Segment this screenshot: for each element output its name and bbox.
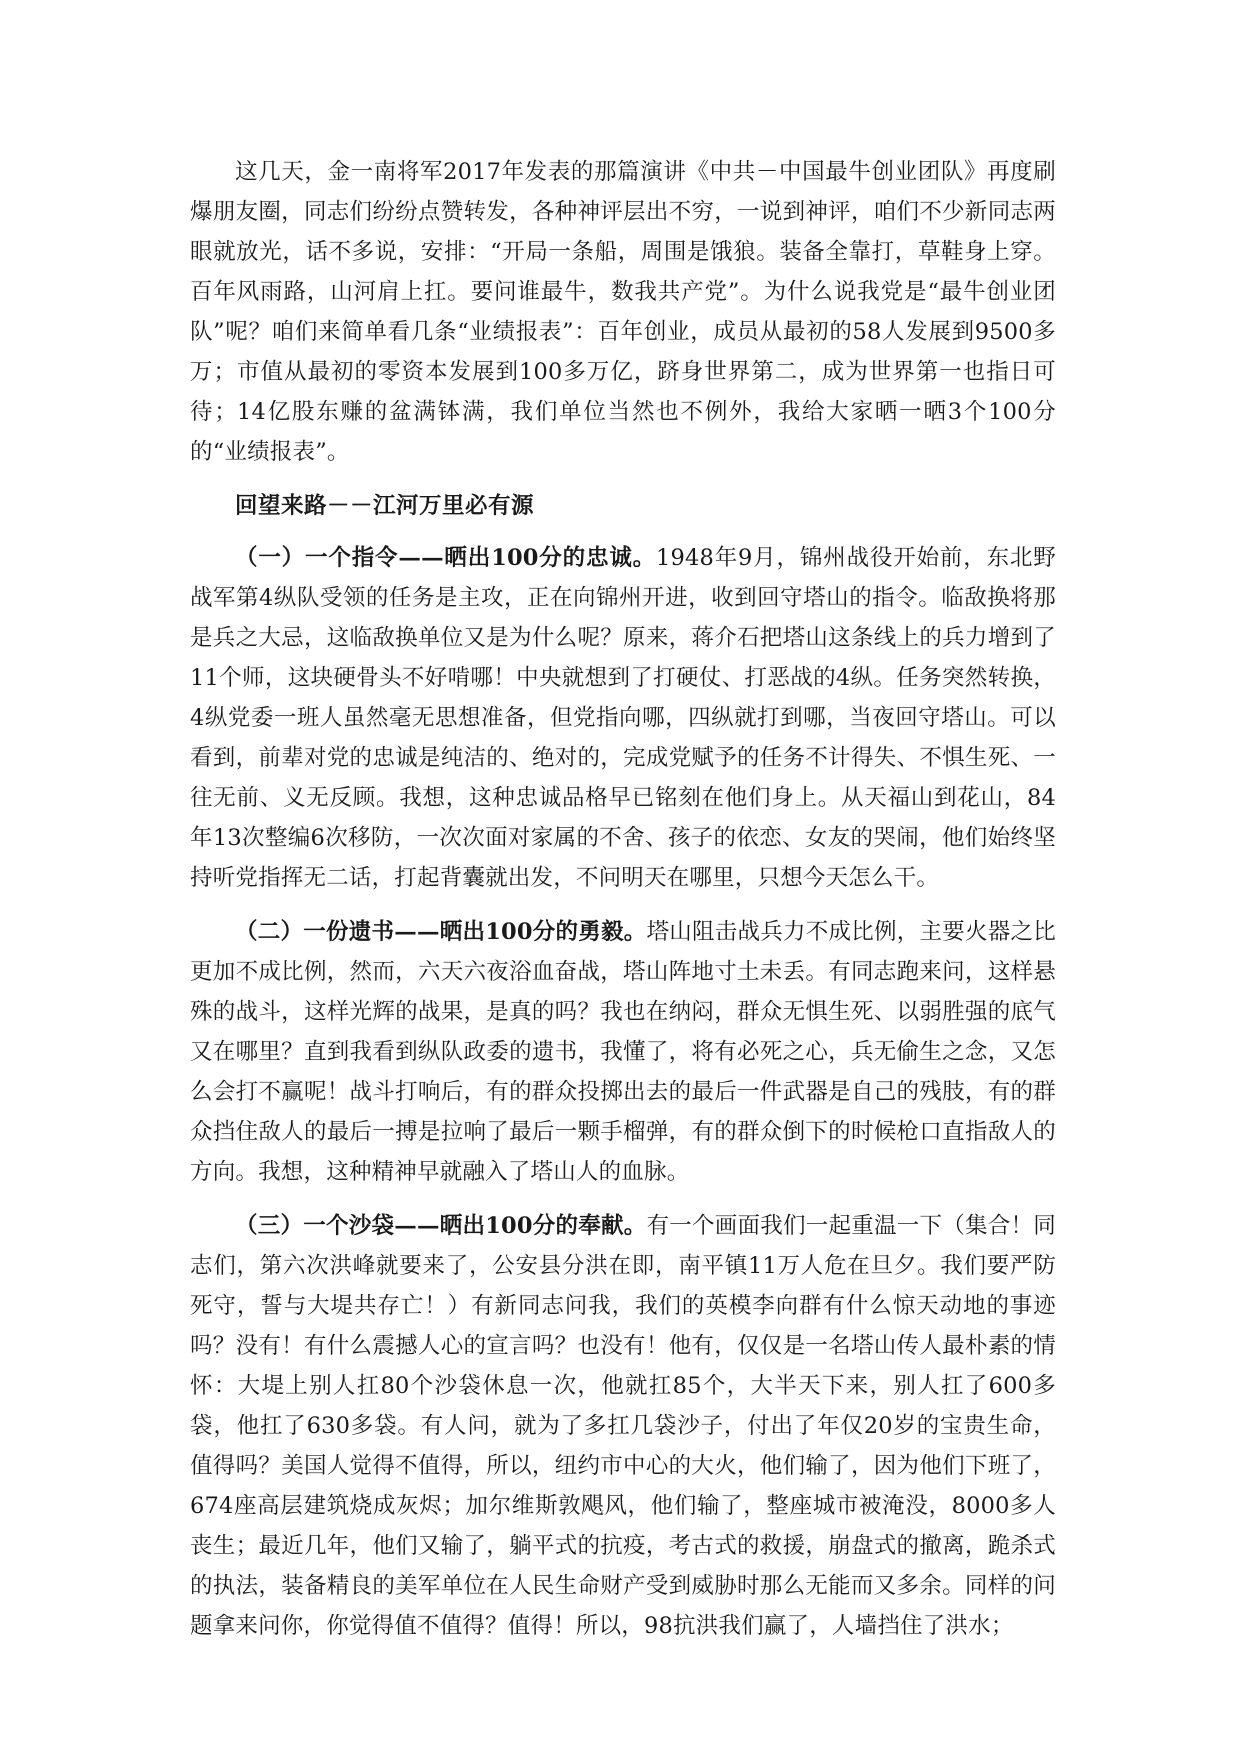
- section-heading: 回望来路－－江河万里必有源: [235, 493, 535, 519]
- section-1-lead: （一）一个指令——晒出100分的忠诚。: [235, 545, 657, 571]
- section-paragraph-1: [190, 538, 1056, 898]
- intro-paragraph: 这几天，金一南将军2017年发表的那篇演讲《中共－中国最牛创业团队》再度刷爆朋友圈，同志们纷纷点赞转发，各种神评层出不穷，一说到神评，咱们不少新同志两眼就放光，话不多说，安排：“开局一条船，周围是饿狼。装备全靠打，草鞋身上穿。百年风雨路，山河肩上扛。要问谁最牛，数我共产党”。为什么说我党是“最牛创业团队”呢？咱们来简单看几条“业绩报表”：百年创业，成员从最初的58人发展到9500多万；市值从最初的零资本发展到100多万亿，跻身世界第二，成为世界第一也指日可待；14亿股东赚的盆满钵满，我们单位当然也不例外，我给大家晒一晒3个100分的“业绩报表”。: [190, 159, 1056, 465]
- section-2-body: 塔山阻击战兵力不成比例，主要火器之比更加不成比例，然而，六天六夜浴血奋战，塔山阵地寸土未丢。有同志跑来问，这样悬殊的战斗，这样光辉的战果，是真的吗？我也在纳闷，群众无惧生死、以弱胜强的底气又在哪里？直到我看到纵队政委的遗书，我懂了，将有必死之心，兵无偷生之念，又怎么会打不赢呢！战斗打响后，有的群众投掷出去的最后一件武器是自己的残肢，有的群众挡住敌人的最后一搏是拉响了最后一颗手榴弹，有的群众倒下的时候枪口直指敌人的方向。我想，这种精神早就融入了塔山人的血脉。: [190, 919, 1056, 1185]
- section-paragraph-2: [190, 912, 1056, 1192]
- section-3-body: 有一个画面我们一起重温一下（集合！同志们，第六次洪峰就要来了，公安县分洪在即，南平镇11万人危在旦夕。我们要严防死守，誓与大堤共存亡！）有新同志问我，我们的英模李向群有什么惊天动地的事迹吗？没有！有什么震撼人心的宣言吗？也没有！他有，仅仅是一名塔山传人最朴素的情怀：大堤上别人扛80个沙袋休息一次，他就扛85个，大半天下来，别人扛了600多袋，他扛了630多袋。有人问，就为了多扛几袋沙子，付出了年仅20岁的宝贵生命，值得吗？美国人觉得不值得，所以，纽约市中心的大火，他们输了，因为他们下班了，674座高层建筑烧成灰烬；加尔维斯敦飓风，他们输了，整座城市被淹没，8000多人丧生；最近几年，他们又输了，躺平式的抗疫，考古式的救援，崩盘式的撤离，跪杀式的执法，装备精良的美军单位在人民生命财产受到威胁时那么无能而又多余。同样的问题拿来问你，你觉得值不值得？值得！所以，98抗洪我们赢了，人墙挡住了洪水；: [190, 1213, 1056, 1639]
- section-3-lead: （三）一个沙袋——晒出100分的奉献。: [235, 1213, 647, 1239]
- section-2-lead: （二）一份遗书——晒出100分的勇毅。: [235, 919, 647, 945]
- document-page: [190, 152, 1056, 1660]
- section-1-body: 1948年9月，锦州战役开始前，东北野战军第4纵队受领的任务是主攻，正在向锦州开进，收到回守塔山的指令。临敌换将那是兵之大忌，这临敌换单位又是为什么呢？原来，蒋介石把塔山这条线上的兵力增到了11个师，这块硬骨头不好啃哪！中央就想到了打硬仗、打恶战的4纵。任务突然转换，4纵党委一班人虽然毫无思想准备，但党指向哪，四纵就打到哪，当夜回守塔山。可以看到，前辈对党的忠诚是纯洁的、绝对的，完成党赋予的任务不计得失、不惧生死、一往无前、义无反顾。我想，这种忠诚品格早已铭刻在他们身上。从天福山到花山，84年13次整编6次移防，一次次面对家属的不舍、孩子的依恋、女友的哭闹，他们始终坚持听党指挥无二话，打起背囊就出发，不问明天在哪里，只想今天怎么干。: [190, 545, 1056, 891]
- section-paragraph-3: [190, 1206, 1056, 1646]
